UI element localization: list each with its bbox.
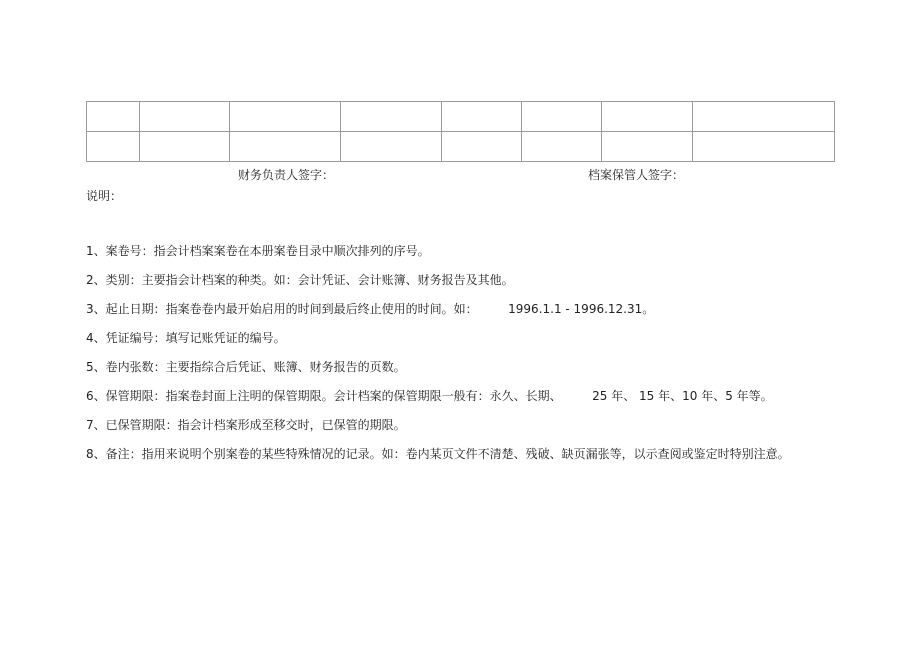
note-item: 1、案卷号：指会计档案案卷在本册案卷目录中顺次排列的序号。 bbox=[86, 244, 430, 258]
table-cell bbox=[693, 102, 764, 132]
table-cell bbox=[230, 132, 341, 162]
archive-catalog-table bbox=[86, 101, 835, 162]
table-cell bbox=[87, 102, 140, 132]
table-row bbox=[87, 102, 835, 132]
table-cell bbox=[602, 102, 693, 132]
table-cell bbox=[87, 132, 140, 162]
table-cell bbox=[140, 102, 230, 132]
table-cell bbox=[764, 102, 835, 132]
table-cell bbox=[764, 132, 835, 162]
note-item: 8、备注：指用来说明个别案卷的某些特殊情况的记录。如：卷内某页文件不清楚、残破、缺页漏张等，以示查阅或鉴定时特别注意。 bbox=[86, 447, 790, 461]
note-item: 6、保管期限：指案卷封面上注明的保管期限。会计档案的保管期限一般有：永久、长期、 25 年、 15 年、10 年、5 年等。 bbox=[86, 389, 773, 403]
note-item: 5、卷内张数：主要指综合后凭证、账簿、财务报告的页数。 bbox=[86, 360, 406, 374]
table-cell bbox=[230, 102, 341, 132]
table-cell bbox=[522, 132, 602, 162]
table-cell bbox=[442, 132, 522, 162]
note-item: 2、类别：主要指会计档案的种类。如：会计凭证、会计账簿、财务报告及其他。 bbox=[86, 273, 514, 287]
table-cell bbox=[522, 102, 602, 132]
table-cell bbox=[693, 132, 764, 162]
note-item: 4、凭证编号：填写记账凭证的编号。 bbox=[86, 331, 286, 345]
table-cell bbox=[442, 102, 522, 132]
table-cell bbox=[602, 132, 693, 162]
finance-head-signature-label: 财务负责人签字： bbox=[238, 168, 335, 182]
archive-keeper-signature-label: 档案保管人签字： bbox=[588, 168, 685, 182]
notes-list bbox=[86, 243, 790, 475]
note-item: 7、已保管期限：指会计档案形成至移交时，已保管的期限。 bbox=[86, 418, 406, 432]
table-cell bbox=[341, 132, 442, 162]
table-cell bbox=[341, 102, 442, 132]
note-item: 3、起止日期：指案卷卷内最开始启用的时间到最后终止使用的时间。如： 1996.1.1 - 1996.12.31。 bbox=[86, 302, 655, 316]
table-cell bbox=[140, 132, 230, 162]
table-row bbox=[87, 132, 835, 162]
notes-title: 说明： bbox=[86, 189, 123, 203]
